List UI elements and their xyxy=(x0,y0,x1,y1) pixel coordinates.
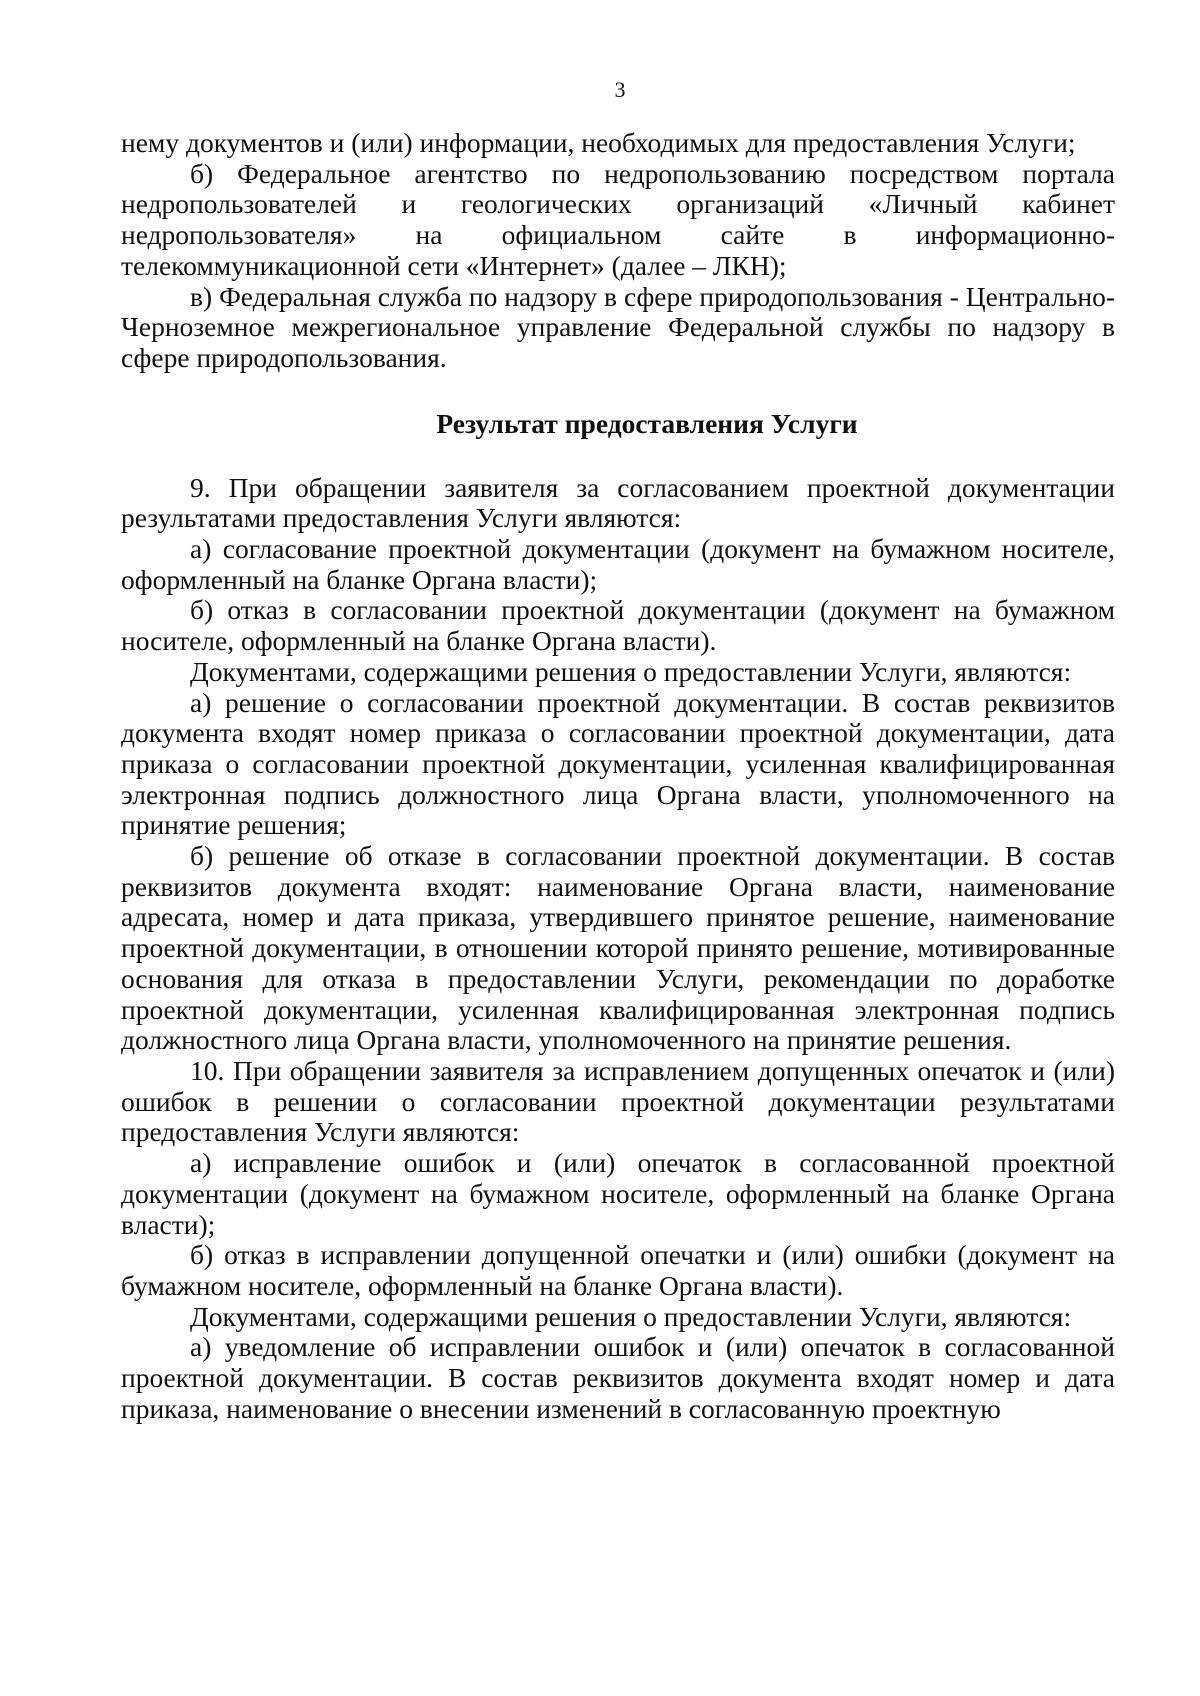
paragraph-continuation: нему документов и (или) информации, необходимых для предоставления Услуги; xyxy=(121,127,1076,158)
paragraph-10-documents-item-a: а) уведомление об исправлении ошибок и (или) опечаток в согласованной проектной документации. В состав реквизитов документа входят номер и дата приказа, наименование о внесении изменений в согласованную проектную xyxy=(121,1331,1115,1424)
paragraph-10: 10. При обращении заявителя за исправлением допущенных опечаток и (или) ошибок в решении о согласовании проектной документации результатами предоставления Услуги являются: xyxy=(121,1054,1115,1148)
paragraph-10-item-b: б) отказ в исправлении допущенной опечатки и (или) ошибки (документ на бумажном носителе, оформленный на бланке Органа власти). xyxy=(121,1239,1115,1301)
paragraph-10-documents: Документами, содержащими решения о предоставлении Услуги, являются: xyxy=(190,1300,1072,1332)
paragraph-9: 9. При обращении заявителя за согласованием проектной документации результатами предоставления Услуги являются: xyxy=(121,471,1115,534)
paragraph-item-v-service: в) Федеральная служба по надзору в сфере природопользования - Центрально-Черноземное межрегиональное управление Федеральной службы по надзору в сфере природопользования. xyxy=(121,280,1115,373)
section-heading: Результат предоставления Услуги xyxy=(436,407,858,439)
paragraph-item-b-agency: б) Федеральное агентство по недропользованию посредством портала недропользователей и геологических организаций «Личный кабинет недропользователя» на официальном сайте в информационно-телекоммуникационной сети «Интернет» (далее – ЛКН); xyxy=(121,157,1115,281)
document-body xyxy=(121,128,1115,1424)
paragraph-9-documents-item-a: а) решение о согласовании проектной документации. В состав реквизитов документа входят номер приказа о согласовании проектной документации, дата приказа о согласовании проектной документации, усиленная квалифицированная электронная подпись должностного лица Органа власти, уполномоченного на принятие решения; xyxy=(121,686,1115,841)
paragraph-9-item-a: а) согласование проектной документации (документ на бумажном носителе, оформленный на бланке Органа власти); xyxy=(121,533,1115,595)
paragraph-9-documents-item-b: б) решение об отказе в согласовании проектной документации. В состав реквизитов документа входят: наименование Органа власти, наименование адресата, номер и дата приказа, утвердившего принятое решение, наименование проектной документации, в отношении которой принято решение, мотивированные основания для отказа в предоставлении Услуги, рекомендации по доработке проектной документации, усиленная квалифицированная электронная подпись должностного лица Органа власти, уполномоченного на принятие решения. xyxy=(121,840,1115,1056)
paragraph-10-item-a: а) исправление ошибок и (или) опечаток в согласованной проектной документации (документ на бумажном носителе, оформленный на бланке Органа власти); xyxy=(121,1147,1115,1240)
paragraph-9-item-b: б) отказ в согласовании проектной документации (документ на бумажном носителе, оформленный на бланке Органа власти). xyxy=(121,594,1115,657)
page-number: 3 xyxy=(614,77,626,102)
paragraph-9-documents: Документами, содержащими решения о предоставлении Услуги, являются: xyxy=(190,655,1072,687)
